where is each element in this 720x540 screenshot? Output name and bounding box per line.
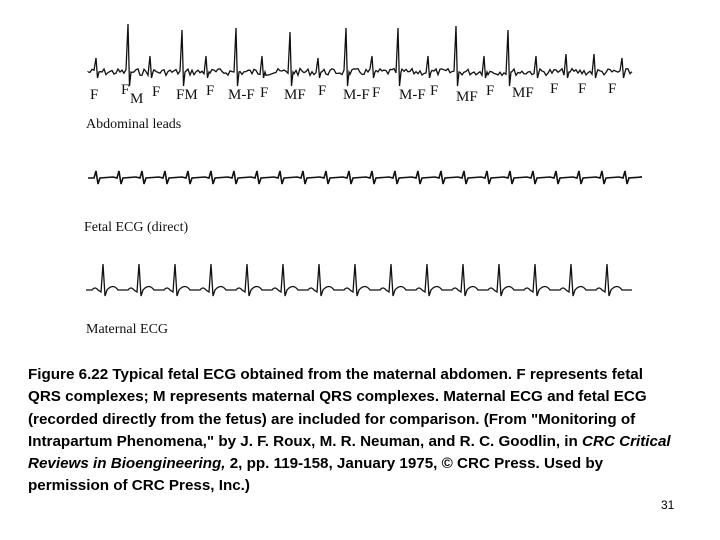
peak-label: F xyxy=(90,87,99,103)
peak-label: F xyxy=(486,83,495,99)
caption-text-2: 2, pp. 119-158, January 1975, © CRC Press. Used by permission of CRC Press, Inc.) xyxy=(28,455,604,495)
peak-label: F xyxy=(206,83,215,99)
peak-label: F xyxy=(430,83,439,99)
peak-label: M-F xyxy=(228,87,255,103)
caption-journal-title: CRC Critical Reviews in Bioengineering, xyxy=(28,432,671,473)
peak-label: MF xyxy=(512,85,534,101)
peak-label: F xyxy=(318,83,327,99)
peak-label: F xyxy=(608,81,617,97)
peak-label: M xyxy=(130,91,144,107)
peak-label: FM xyxy=(176,87,198,103)
page-number: 31 xyxy=(661,498,675,512)
peak-label: M-F xyxy=(343,87,370,103)
maternal-ecg-trace xyxy=(86,264,632,296)
fetal-ecg-label: Fetal ECG (direct) xyxy=(84,220,189,235)
peak-label: F xyxy=(121,82,130,98)
peak-label: F xyxy=(152,84,161,100)
abdominal-leads-label: Abdominal leads xyxy=(86,117,182,132)
fetal-ecg-trace xyxy=(88,171,642,184)
caption-text-1: Figure 6.22 Typical fetal ECG obtained from the maternal abdomen. F represents fetal QRS complexes; M represents maternal QRS complexes. Maternal ECG and fetal ECG (recorded directly from the fetus) are included for comparison. (From "Monitoring of Intrapartum Phenomena," by J. F. Roux, M. R. Neuman, and R. C. Goodlin, in xyxy=(28,366,647,450)
peak-label: F xyxy=(372,85,381,101)
peak-label: M-F xyxy=(399,87,426,103)
abdominal-leads-trace xyxy=(88,24,632,86)
peak-label: MF xyxy=(456,89,478,105)
figure-caption xyxy=(28,364,678,498)
peak-label: MF xyxy=(284,87,306,103)
peak-label: F xyxy=(550,81,559,97)
peak-label: F xyxy=(260,85,269,101)
peak-label: F xyxy=(578,81,587,97)
maternal-ecg-label: Maternal ECG xyxy=(86,322,169,337)
